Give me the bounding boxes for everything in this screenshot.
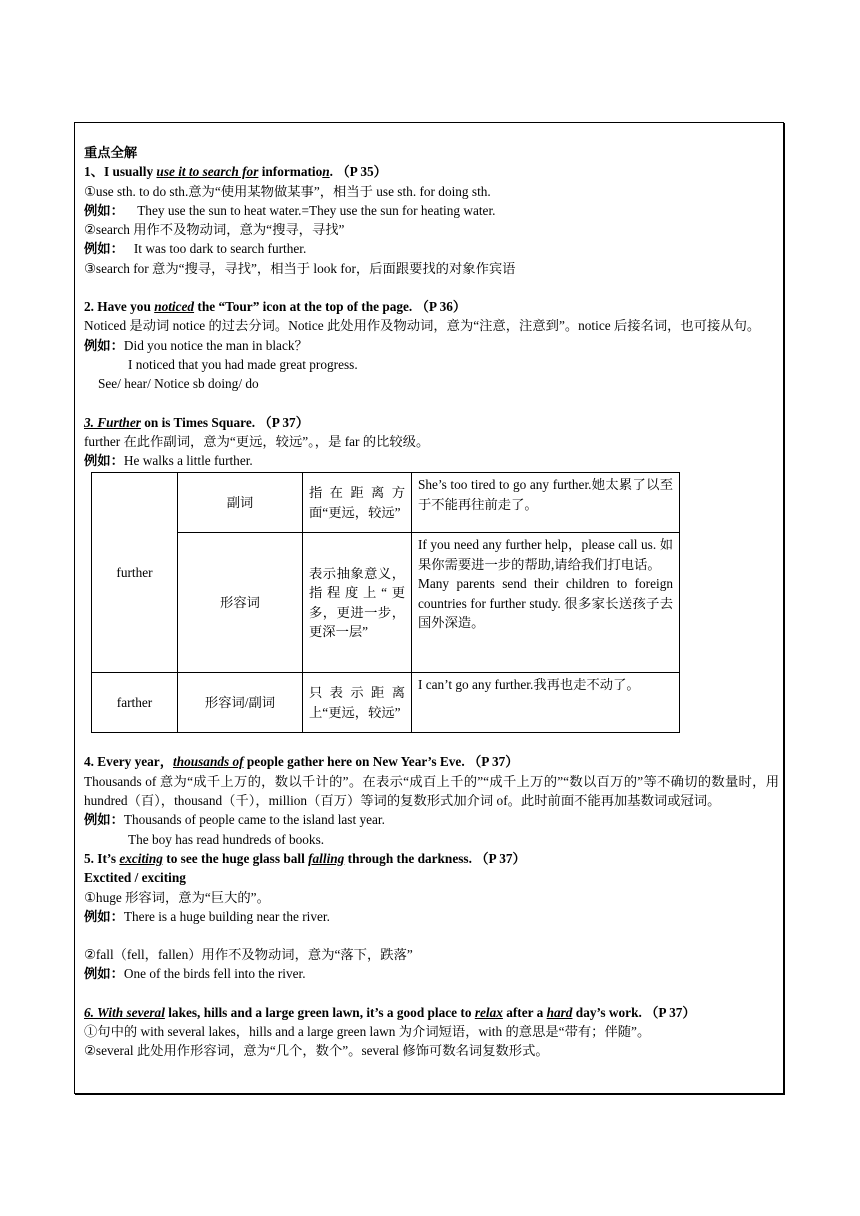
item-6-mid-2: after a [502, 1004, 547, 1020]
table-row [92, 673, 680, 733]
item-2-prefix: 2. Have you [84, 299, 155, 315]
example-label: 例如： [84, 812, 124, 828]
item-2-example-2: I noticed that you had made great progress. [128, 356, 358, 372]
section-title: 重点全解 [84, 145, 138, 160]
item-5-key-phrase-2: falling [308, 850, 345, 866]
item-4-heading [84, 752, 779, 771]
table-pos: 副词 [178, 473, 303, 533]
example-text: Thousands of people came to the island last year. [123, 812, 385, 828]
table-pos: 形容词/副词 [178, 673, 303, 733]
item-1-prefix: 1、I usually [84, 164, 157, 180]
table-example-2: Many parents send their children to foreign countries for further study. 很多家长送孩子去国外深造。 [418, 576, 673, 631]
item-5-key-phrase-1: exciting [119, 850, 163, 866]
item-4-description: Thousands of 意为“成千上万的，数以千计的”。在表示“成百上千的”“成千上万的”“数以百万的”等不确切的数量时，用 hundred（百），thousand（千），million（百万）等词的复数形式加介词 of。此时前面不能再加基数词或冠词。 [84, 773, 779, 809]
table-word-farther: farther [92, 673, 178, 733]
item-5-example-2 [84, 964, 779, 983]
item-5-heading [84, 849, 779, 868]
document-body [84, 143, 779, 1061]
table-row [92, 533, 680, 673]
item-1-heading [84, 162, 779, 181]
example-label: 例如： [84, 453, 124, 469]
example-text: It was too dark to search further. [133, 241, 307, 257]
item-1-key-letter: n [322, 164, 330, 180]
example-label: 例如： [84, 908, 124, 924]
item-1-line-2: ②search 用作不及物动词，意为“搜寻，寻找” [84, 222, 345, 238]
item-4-example-1 [84, 810, 779, 829]
item-5-prefix: 5. It’s [84, 850, 120, 866]
item-2-heading [84, 297, 779, 316]
example-label: 例如： [84, 241, 124, 257]
item-4-suffix: people gather here on New Year’s Eve. （P 37） [243, 754, 519, 770]
table-example-1: If you need any further help，please call us. 如果你需要进一步的帮助,请给我们打电话。 [418, 537, 673, 572]
item-3-key-phrase: 3. Further [84, 414, 141, 430]
item-3-example-1 [84, 451, 779, 470]
item-1-suffix: . （P 35） [329, 164, 387, 180]
item-2-note: See/ hear/ Notice sb doing/ do [98, 376, 259, 392]
item-2-suffix: the “Tour” icon at the top of the page. （P 36） [194, 299, 467, 315]
item-2-example-1 [84, 336, 779, 355]
example-label: 例如： [84, 337, 124, 353]
item-6-key-phrase-3: hard [546, 1004, 573, 1020]
item-3-heading [84, 413, 779, 432]
table-meaning: 只表示距离上“更远，较远” [303, 673, 412, 733]
item-3-description: further 在此作副词，意为“更远，较远”。，是 far 的比较级。 [84, 433, 430, 449]
item-6-line-1: ①句中的 with several lakes，hills and a large green lawn 为介词短语，with 的意思是“带有；伴随”。 [84, 1024, 651, 1040]
item-1-line-3: ③search for 意为“搜寻，寻找”，相当于 look for，后面跟要找的对象作宾语 [84, 260, 516, 276]
item-4-key-phrase: thousands of [173, 754, 244, 770]
item-6-heading [84, 1003, 779, 1022]
example-text: He walks a little further. [123, 453, 253, 469]
table-word-further: further [92, 473, 178, 673]
example-text: One of the birds fell into the river. [123, 966, 306, 982]
table-meaning: 表示抽象意义，指程度上“更多，更进一步，更深一层” [303, 533, 412, 673]
item-2-description: Noticed 是动词 notice 的过去分词。Notice 此处用作及物动词，意为“注意，注意到”。notice 后接名词，也可接从句。 [84, 318, 761, 334]
item-5-line-2: ②fall（fell，fallen）用作不及物动词，意为“落下，跌落” [84, 947, 413, 963]
table-example: I can’t go any further.我再也走不动了。 [412, 673, 680, 733]
item-6-suffix: day’s work. （P 37） [572, 1004, 696, 1020]
item-4-prefix: 4. Every year， [84, 754, 173, 770]
item-5-example-1 [84, 907, 779, 926]
item-6-line-2: ②several 此处用作形容词，意为“几个，数个”。several 修饰可数名词复数形式。 [84, 1043, 549, 1059]
item-1-example-2 [84, 239, 779, 258]
item-5-suffix: through the darkness. （P 37） [344, 850, 526, 866]
table-meaning: 指在距离方面“更远，较远” [303, 473, 412, 533]
item-6-key-phrase-1: 6. With several [84, 1004, 165, 1020]
item-5-mid: to see the huge glass ball [162, 850, 309, 866]
table-example: She’s too tired to go any further.她太累了以至于不能再往前走了。 [412, 473, 680, 533]
item-3-suffix: on is Times Square. （P 37） [140, 414, 309, 430]
example-text: They use the sun to heat water.=They use the sun for heating water. [137, 202, 496, 218]
item-1-line-1: ①use sth. to do sth.意为“使用某物做某事”，相当于 use sth. for doing sth. [84, 183, 491, 199]
item-1-mid: informatio [258, 164, 323, 180]
table-example [412, 533, 680, 673]
example-label: 例如： [84, 202, 124, 218]
item-4-example-2: The boy has read hundreds of books. [128, 831, 325, 847]
table-row [92, 473, 680, 533]
item-2-key-phrase: noticed [154, 299, 195, 315]
example-label: 例如： [84, 966, 124, 982]
item-5-subheading: Exctited / exciting [84, 870, 186, 886]
item-1-example-1 [84, 201, 779, 220]
table-pos: 形容词 [178, 533, 303, 673]
example-text: Did you notice the man in black？ [123, 337, 308, 353]
item-6-key-phrase-2: relax [474, 1004, 503, 1020]
item-6-mid-1: lakes, hills and a large green lawn, it’s a good place to [164, 1004, 475, 1020]
item-1-key-phrase: use it to search for [156, 164, 259, 180]
further-farther-table [91, 472, 680, 733]
item-5-line-1: ①huge 形容词，意为“巨大的”。 [84, 889, 270, 905]
example-text: There is a huge building near the river. [123, 908, 330, 924]
